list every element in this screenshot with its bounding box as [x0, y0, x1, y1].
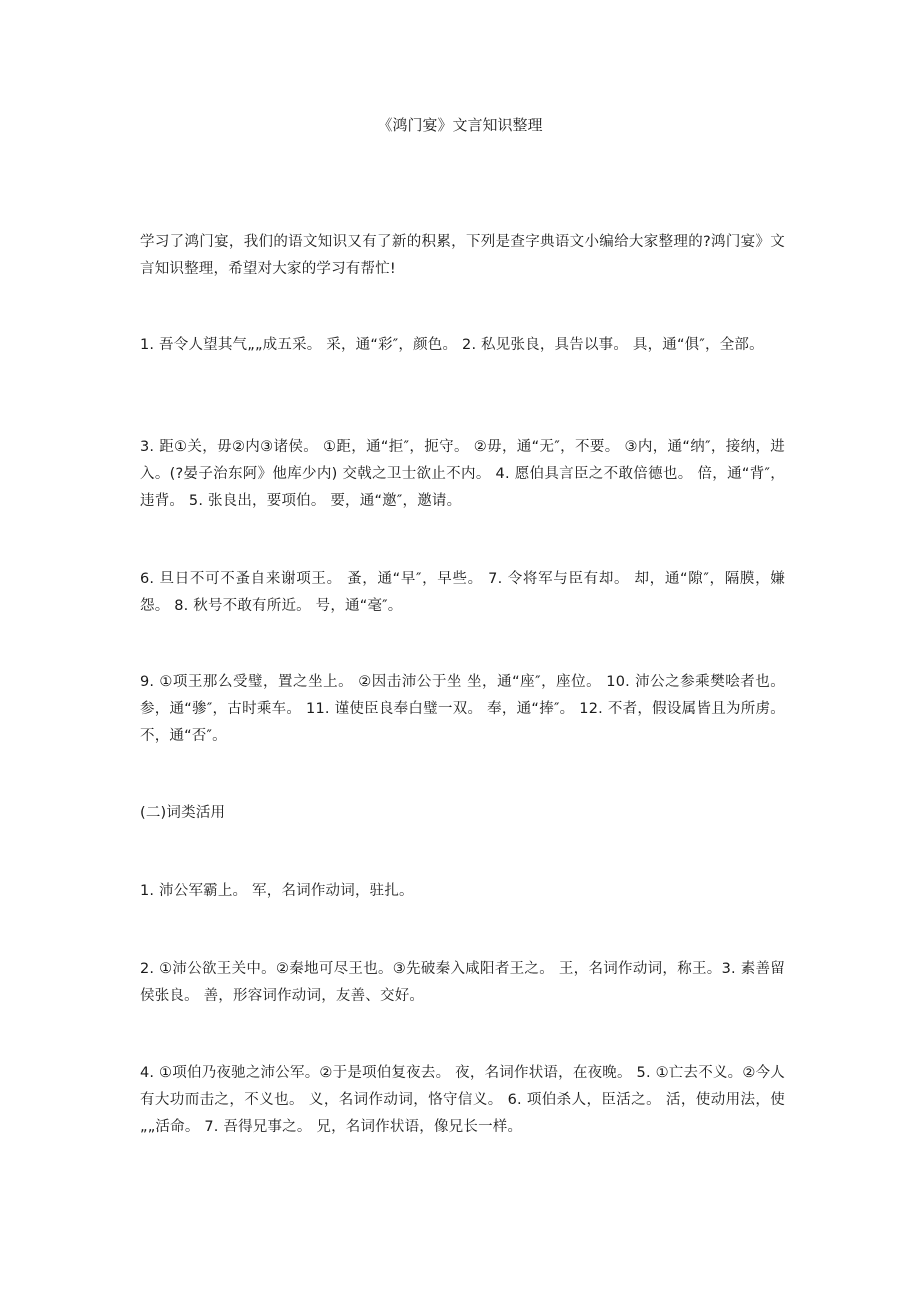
document-title: 《鸿门宴》文言知识整理 [377, 116, 543, 134]
paragraph-cilei-4: 4. ①项伯乃夜驰之沛公军。②于是项伯复夜去。 夜，名词作状语，在夜晚。 5. ①亡去不义。②今人有大功而击之，不义也。 义，名词作动词，恪守信义。 6. 项伯杀人，臣活之。 活，使动用法，使„„活命。 7. 吾得兄事之。 兄，名词作状语，像兄长一样。 [140, 1065, 785, 1135]
paragraph-cilei-1: 1. 沛公军霸上。 军，名词作动词，驻扎。 [140, 883, 414, 899]
paragraph-tongjiazi-6: 6. 旦日不可不蚤自来谢项王。 蚤，通“早″，早些。 7. 令将军与臣有却。 却，通“隙″，隔膜，嫌怨。 8. 秋号不敢有所近。 号，通“毫″。 [140, 571, 785, 614]
paragraph-cilei-2: 2. ①沛公欲王关中。②秦地可尽王也。③先破秦入咸阳者王之。 王，名词作动词，称王。3. 素善留侯张良。 善，形容词作动词，友善、交好。 [140, 961, 785, 1004]
paragraph-tongjiazi-9: 9. ①项王那么受璧，置之坐上。 ②因击沛公于坐 坐，通“座″，座位。 10. 沛公之参乘樊哙者也。 参，通“骖″，古时乘车。 11. 谨使臣良奉白璧一双。 奉，通“捧″。 12. 不者，假设属皆且为所虏。 不，通“否″。 [140, 674, 785, 744]
paragraph-tongjiazi-3: 3. 距①关，毋②内③诸侯。 ①距，通“拒″，扼守。 ②毋，通“无″，不要。 ③内，通“纳″，接纳，进入。(?晏子治东阿》他库少内) 交戟之卫士欲止不内。 4. 愿伯具言臣之不敢倍德也。 倍，通“背″，违背。 5. 张良出，要项伯。 要，通“邀″，邀请。 [140, 439, 785, 509]
paragraph-tongjiazi-1: 1. 吾令人望其气„„成五采。 采，通“彩″，颜色。 2. 私见张良，具告以事。 具，通“俱″，全部。 [140, 337, 764, 353]
section-heading: (二)词类活用 [140, 805, 226, 821]
intro-paragraph: 学习了鸿门宴，我们的语文知识又有了新的积累，下列是查字典语文小编给大家整理的?鸿门宴》文言知识整理，希望对大家的学习有帮忙! [140, 234, 785, 277]
